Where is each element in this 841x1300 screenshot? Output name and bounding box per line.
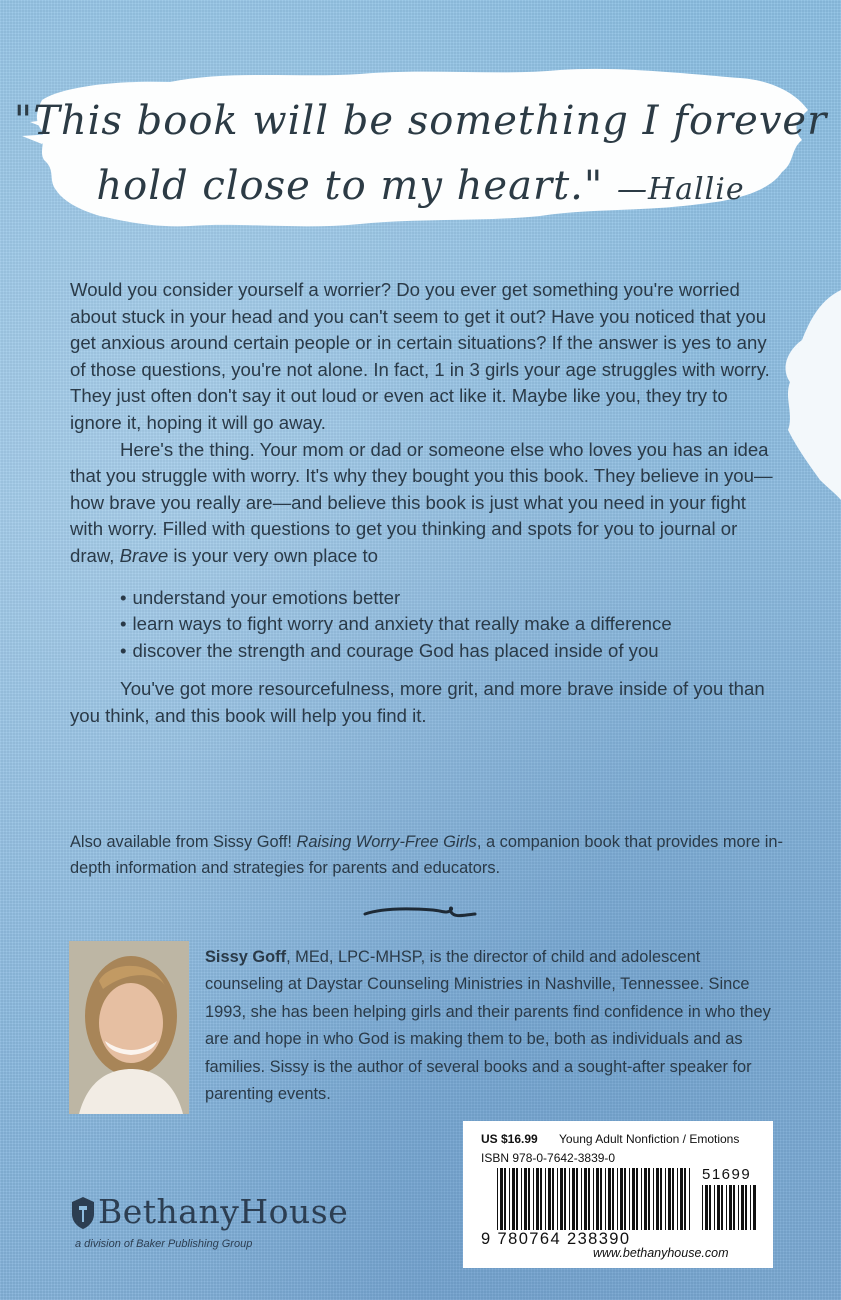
bullet-item [0,611,841,638]
also-text-b: , a companion book that provides more in-depth information and strategies for parents and educators. [70,833,783,877]
publisher-logo [70,1192,400,1272]
barcode-bar [741,1185,744,1230]
barcode-bar [702,1185,703,1230]
barcode-bar [617,1168,618,1230]
barcode-bar [521,1168,522,1230]
author-bio [205,944,780,1108]
barcode-bar [653,1168,654,1230]
bullet-dot: • [120,613,127,635]
divider-squiggle [363,902,478,922]
p2-text-b: is your very own place to [168,544,378,566]
p2-text-a: Here's the thing. Your mom or dad or someone else who loves you has an idea that you struggle with worry. It's why they bought you this book. They believe in you—how brave you really are—and believe this book is just what you need in your fight with worry. Filled with questions to get you thinking and spots for you to journal or draw, [70,438,773,566]
barcode-bar [536,1168,539,1230]
quote-line-1 [0,98,841,144]
bullet-list [0,585,841,665]
category: Young Adult Nonfiction / Emotions [559,1132,740,1146]
barcode-bar [548,1168,551,1230]
barcode-bar [668,1168,671,1230]
barcode-bar [745,1185,747,1230]
barcode-bar [596,1168,599,1230]
bullet-text: discover the strength and courage God has placed inside of you [132,639,659,661]
companion-title: Raising Worry-Free Girls [296,833,477,851]
barcode-bar [528,1168,530,1230]
barcode-bar [600,1168,602,1230]
description-paragraph-3: You've got more resourcefulness, more grit, and more brave inside of you than you think, and this book will help you find it. [70,678,765,726]
barcode-bar [660,1168,662,1230]
description-paragraph-1: Would you consider yourself a worrier? Do you ever get something you're worried about stuck in your head and you can't seem to get it out? Have you noticed that you get anxious around certain people or in certain situations? If the answer is yes to any of those questions, you're not alone. In fact, 1 in 3 girls your age struggles with worry. They just often don't say it out loud or even act like it. Maybe like you, they try to ignore it, hoping it will go away. [70,279,770,433]
book-title-italic: Brave [119,544,169,566]
barcode-bar [629,1168,630,1230]
quote-line-2 [0,163,841,209]
description-paragraph-2 [0,437,841,570]
author-name: Sissy Goff [205,948,287,966]
author-portrait-image [69,941,189,1114]
barcode-bar [545,1168,546,1230]
barcode-bars [497,1168,693,1230]
barcode-bar [656,1168,659,1230]
barcode-bar [504,1168,506,1230]
barcode-bar [680,1168,683,1230]
barcode-bar [612,1168,614,1230]
also-text-a: Also available from Sissy Goff! [70,833,297,851]
author-photo [69,941,189,1114]
price-code: 51699 [702,1166,752,1183]
quote-text-2: hold close to my heart." [96,163,604,209]
price: US $16.99 [481,1132,538,1146]
barcode-bar [524,1168,527,1230]
barcode-bar [557,1168,558,1230]
barcode-addon-bars [702,1185,756,1230]
barcode-bar [605,1168,606,1230]
also-available [70,829,790,881]
bullet-text: learn ways to fight worry and anxiety that really make a difference [132,613,672,635]
barcode-bar [560,1168,563,1230]
barcode-bar [665,1168,666,1230]
barcode-bar [516,1168,518,1230]
barcode-box [463,1121,773,1268]
author-bio-text: , MEd, LPC-MHSP, is the director of child and adolescent counseling at Daystar Counseling Ministries in Nashville, Tennessee. Since 1993, she has been helping girls and their parents find confidence in who they are and hope in who God is making them to be, both as individuals and as families. Sissy is the author of several books and a sought-after speaker for parenting events. [205,948,771,1104]
barcode-bar [588,1168,590,1230]
quote-text-1: "This book will be something I forever [13,98,828,144]
barcode-bar [497,1168,498,1230]
barcode-bar [689,1168,690,1230]
barcode-bar [581,1168,582,1230]
barcode-bar [672,1168,674,1230]
barcode-bar [641,1168,642,1230]
barcode-bar [721,1185,723,1230]
barcode-bar [540,1168,542,1230]
brush-splash [0,40,841,250]
isbn: ISBN 978-0-7642-3839-0 [481,1151,616,1165]
barcode-bar [644,1168,647,1230]
barcode-bar [576,1168,578,1230]
barcode-bar [677,1168,678,1230]
bullet-dot: • [120,586,127,608]
barcode-bar [684,1168,686,1230]
publisher-name: BethanyHouse [98,1192,349,1231]
publisher-url: www.bethanyhouse.com [593,1246,729,1260]
barcode-digits: 9 780764 238390 [481,1230,631,1248]
barcode-bar [738,1185,739,1230]
publisher-emblem-icon [70,1196,96,1230]
barcode-bar [572,1168,575,1230]
barcode-bar [509,1168,510,1230]
barcode-bar [624,1168,626,1230]
barcode-bar [709,1185,711,1230]
barcode-bar [608,1168,611,1230]
barcode-bar [552,1168,554,1230]
barcode-bar [632,1168,635,1230]
barcode-bar [500,1168,503,1230]
barcode-bar [717,1185,720,1230]
barcode-bar [569,1168,570,1230]
bullet-item [0,638,841,665]
barcode-bar [648,1168,650,1230]
barcode-bar [593,1168,594,1230]
barcode-bar [729,1185,732,1230]
barcode-bar [636,1168,638,1230]
barcode-bar [564,1168,566,1230]
barcode-bar [726,1185,727,1230]
bullet-dot: • [120,639,127,661]
bullet-item [0,585,841,612]
quote-attribution: —Hallie [616,172,745,207]
barcode-bar [620,1168,623,1230]
barcode-bar [512,1168,515,1230]
bullet-text: understand your emotions better [132,586,401,608]
barcode-bar [753,1185,756,1230]
barcode-bar [584,1168,587,1230]
barcode-bar [533,1168,534,1230]
barcode-bar [705,1185,708,1230]
publisher-tagline: a division of Baker Publishing Group [75,1238,253,1250]
barcode-bar [733,1185,735,1230]
barcode-bar [750,1185,751,1230]
description [0,277,841,730]
barcode-bar [714,1185,715,1230]
